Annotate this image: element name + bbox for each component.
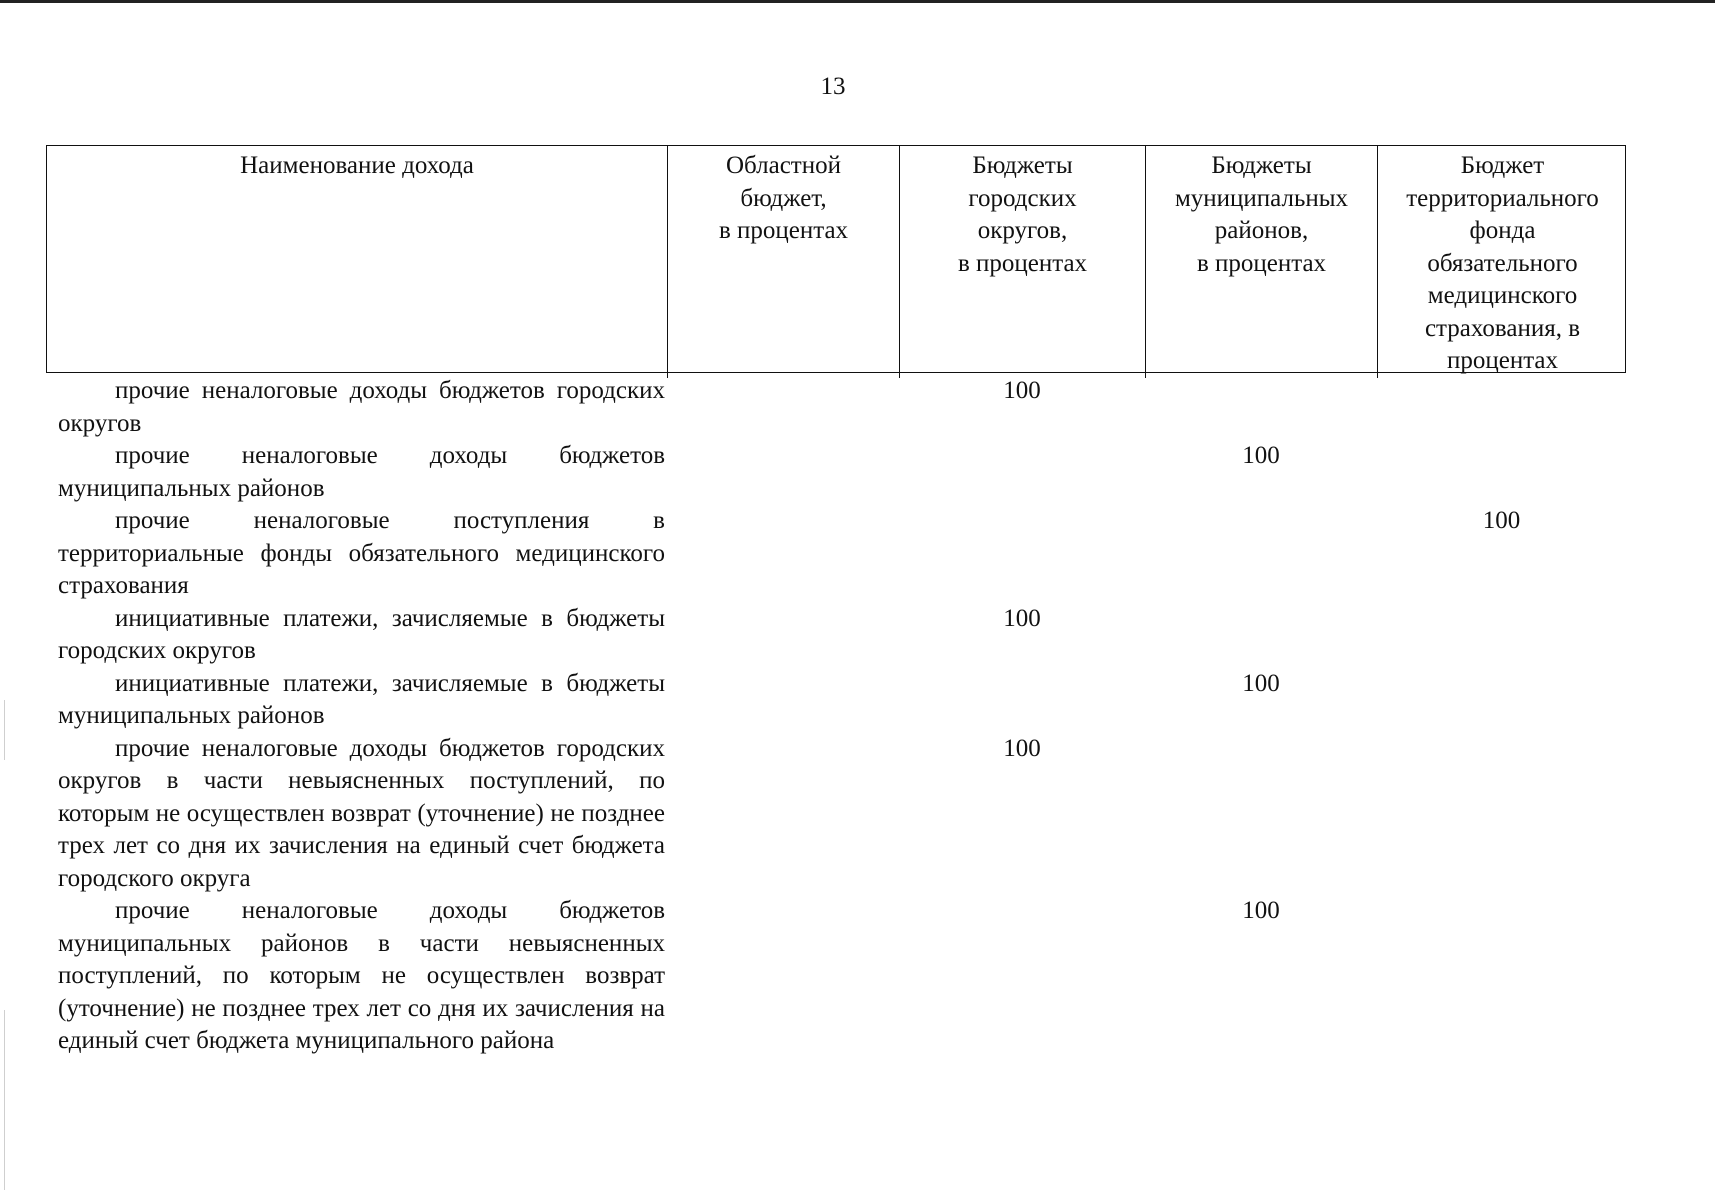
municipal-districts-value-cell: 100 [1242, 442, 1280, 469]
city-districts-value-cell [899, 505, 1145, 603]
header-income-name: Наименование дохода [47, 146, 668, 378]
regional-value-cell [667, 895, 899, 1058]
municipal-districts-value-cell: 100 [1242, 897, 1280, 924]
municipal-districts-value-cell [1145, 603, 1377, 668]
header-city-districts-budgets: Бюджеты городских округов, в процентах [900, 146, 1146, 378]
table-row [46, 440, 1626, 505]
regional-value-cell [667, 440, 899, 505]
table-body [46, 375, 1626, 1058]
oms-fund-value-cell [1377, 440, 1626, 505]
city-districts-value-cell: 100 [1003, 604, 1041, 632]
income-name-cell: инициативные платежи, зачисляемые в бюджеты городских округов [58, 604, 665, 664]
header-regional-budget: Областной бюджет, в процентах [668, 146, 900, 378]
regional-value-cell [667, 375, 899, 440]
regional-value-cell [667, 668, 899, 733]
income-name-cell: прочие неналоговые поступления в территориальные фонды обязательного медицинского страхования [58, 507, 665, 599]
table-row [46, 375, 1626, 440]
city-districts-value-cell [899, 668, 1145, 733]
table-row [46, 603, 1626, 668]
page-number: 13 [820, 73, 846, 100]
municipal-districts-value-cell [1145, 505, 1377, 603]
oms-fund-value-cell: 100 [1482, 507, 1521, 534]
oms-fund-value-cell [1377, 668, 1626, 733]
municipal-districts-value-cell: 100 [1242, 669, 1280, 697]
income-name-cell: прочие неналоговые доходы бюджетов городских округов в части невыясненных поступлений, по которым не осуществлен возврат (уточнение) не позднее трех лет со дня их зачисления на единый счет бюджета городского округа [58, 734, 665, 892]
municipal-districts-value-cell [1145, 733, 1377, 896]
oms-fund-value-cell [1377, 603, 1626, 668]
income-name-cell: прочие неналоговые доходы бюджетов городских округов [58, 377, 665, 437]
city-districts-value-cell [899, 895, 1145, 1058]
header-municipal-districts-budgets: Бюджеты муниципальных районов, в процентах [1146, 146, 1378, 378]
city-districts-value-cell: 100 [1003, 377, 1041, 404]
income-name-cell: инициативные платежи, зачисляемые в бюджеты муниципальных районов [58, 669, 665, 729]
table-row [46, 733, 1626, 896]
table-row [46, 668, 1626, 733]
city-districts-value-cell: 100 [1003, 734, 1041, 762]
top-border-rule [0, 0, 1715, 3]
regional-value-cell [667, 603, 899, 668]
oms-fund-value-cell [1377, 375, 1626, 440]
header-oms-fund-budget: Бюджет территориального фонда обязательного медицинского страхования, в процентах [1406, 152, 1599, 374]
scan-artifact-left-edge [4, 1010, 5, 1190]
regional-value-cell [667, 733, 899, 896]
table-header [46, 145, 1626, 373]
city-districts-value-cell [899, 440, 1145, 505]
regional-value-cell [667, 505, 899, 603]
oms-fund-value-cell [1377, 895, 1626, 1058]
table-row [46, 895, 1626, 1058]
municipal-districts-value-cell [1145, 375, 1377, 440]
scan-artifact-left-edge [4, 700, 5, 760]
income-name-cell: прочие неналоговые доходы бюджетов муниципальных районов в части невыясненных поступлений, по которым не осуществлен возврат (уточнение) не позднее трех лет со дня их зачисления на единый счет бюджета муниципального района [58, 897, 665, 1054]
oms-fund-value-cell [1377, 733, 1626, 896]
table-row [46, 505, 1626, 603]
income-name-cell: прочие неналоговые доходы бюджетов муниципальных районов [58, 442, 665, 502]
